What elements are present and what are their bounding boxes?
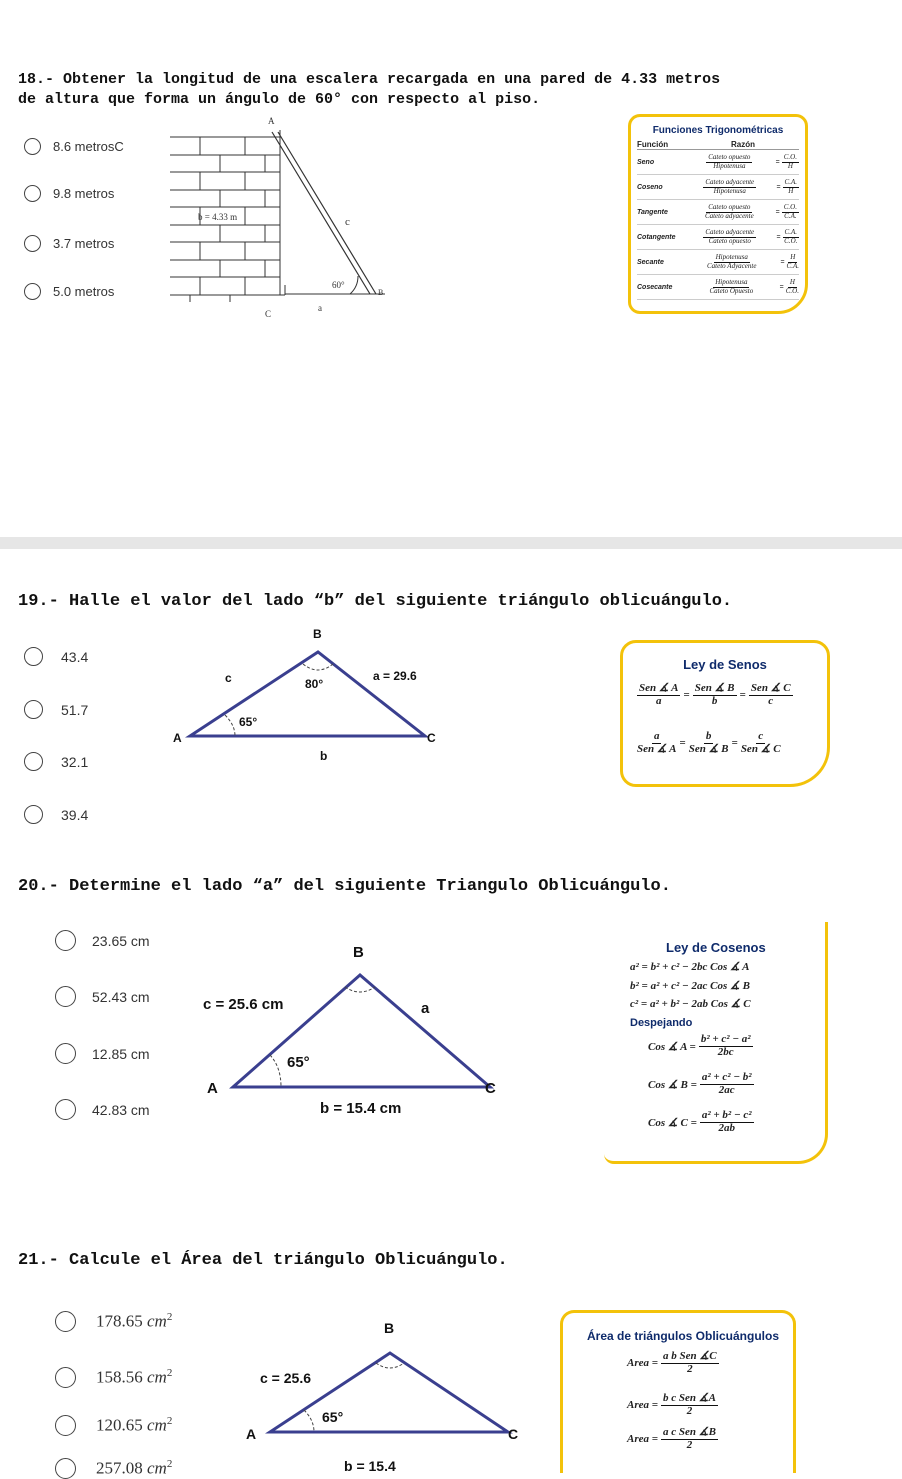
angle-b-arc [303,664,333,670]
trig-table-title: Funciones Trigonométricas [652,125,784,136]
trig-table-row: Cosecante $\frac{\text{Hipotenusa}}{\text{Cateto Opuesto}}$ = $\frac{H}{C.O.}$ [637,275,799,300]
side-a-label: a [421,1000,430,1017]
cos-c-formula: Cos ∡ C = $\frac{\text{a² + b² − c²}}{2ab}$ [648,1109,752,1134]
trig-function-name: Cosecante [637,283,673,291]
radio-button[interactable] [55,1311,76,1332]
side-c-label: c [345,216,350,228]
cosine-equation-2: b² = a² + c² − 2ac Cos ∡ B [630,980,750,992]
radio-button[interactable] [24,235,41,252]
q20-triangle-figure [195,935,525,1125]
area-box-title: Área de triángulos Oblicuángulos [586,1329,780,1343]
side-b-label: b [320,749,328,763]
vertex-b-label: B [378,288,384,297]
q21-option-3[interactable]: 120.65 $cm^2$ [55,1415,172,1436]
radio-button[interactable] [55,986,76,1007]
q20-option-4[interactable]: 42.83 cm [55,1099,150,1120]
vertex-c-label: C [265,309,272,319]
radio-button[interactable] [24,700,43,719]
q19-option-1[interactable]: 43.4 [24,647,88,666]
trig-function-name: Secante [637,258,664,266]
trig-table-row: Seno $\frac{\text{Cateto opuesto}}{\text{Hipotenusa}}$ = $\frac{C.O.}{H}$ [637,150,799,175]
angle-a-label: 65° [322,1409,344,1425]
q19-option-2[interactable]: 51.7 [24,700,88,719]
radio-button[interactable] [55,1458,76,1479]
ladder [272,132,376,294]
q21-title: 21.- Calcule el Área del triángulo Oblicuángulo. [18,1251,508,1270]
angle-a-arc [304,1410,314,1432]
triangle-shape [270,1353,508,1432]
radio-button[interactable] [55,1415,76,1436]
radio-button[interactable] [24,185,41,202]
trig-table-header: Función Razón [637,140,799,150]
trig-table-row: Coseno $\frac{\text{Cateto adyacente}}{\text{Hipotenusa}}$ = $\frac{C.A.}{H}$ [637,175,799,200]
angle-a-arc [225,715,235,736]
angle-arc [350,276,358,294]
q19-triangle-figure [165,620,455,770]
area-formula-box [560,1310,796,1473]
vertex-a-label: A [173,731,182,745]
vertex-b-label: B [313,627,322,641]
radio-button[interactable] [55,1367,76,1388]
law-of-sines-row-2: $\frac{a}{\text{Sen ∡ A}}$ = $\frac{b}{\text{Sen ∡ B}}$ = $\frac{c}{\text{Sen ∡ C}}$ [637,730,781,755]
law-of-sines-row-1: $\frac{\text{Sen ∡ A}}{a}$ = $\frac{\text{Sen ∡ B}}{b}$ = $\frac{\text{Sen ∡ C}}{c}$ [639,682,791,707]
radio-button[interactable] [24,283,41,300]
cos-b-formula: Cos ∡ B = $\frac{\text{a² + c² − b²}}{2ac}$ [648,1071,752,1096]
area-formula-3: Area = $\frac{\text{a c Sen ∡B}}{2}$ [627,1426,716,1451]
angle-label: 60° [332,280,345,290]
angle-a-label: 65° [239,715,258,729]
radio-button[interactable] [55,1043,76,1064]
radio-button[interactable] [24,647,43,666]
q20-option-2[interactable]: 52.43 cm [55,986,150,1007]
trig-function-name: Cotangente [637,233,676,241]
side-a-label: a [318,303,322,313]
trig-function-name: Seno [637,158,655,166]
angle-a-arc [270,1055,281,1087]
angle-b-label: 80° [305,677,324,691]
q18-option-1[interactable]: 8.6 metrosC [24,138,124,155]
q20-option-3[interactable]: 12.85 cm [55,1043,150,1064]
radio-button[interactable] [55,1099,76,1120]
q19-option-3[interactable]: 32.1 [24,752,88,771]
law-of-cosines-box [604,922,828,1164]
radio-button[interactable] [24,752,43,771]
vertex-c-label: C [485,1080,496,1097]
vertex-b-label: B [353,944,364,961]
cosine-equation-1: a² = b² + c² − 2bc Cos ∡ A [630,961,750,973]
angle-a-label: 65° [287,1054,310,1071]
q21-option-2[interactable]: 158.56 $cm^2$ [55,1367,172,1388]
side-a-label: a = 29.6 [373,669,417,683]
cosine-equation-3: c² = a² + b² − 2ab Cos ∡ C [630,998,751,1010]
radio-button[interactable] [55,930,76,951]
q18-title-line1: 18.- Obtener la longitud de una escalera recargada en una pared de 4.33 metros [18,71,721,88]
trig-table-row: Secante $\frac{\text{Hipotenusa}}{\text{Cateto Adyacente}}$ = $\frac{H}{C.A.}$ [637,250,799,275]
ladder-figure [160,110,410,320]
angle-b-arc [376,1363,404,1368]
trig-function-name: Coseno [637,183,663,191]
triangle-shape [190,652,425,736]
q21-option-1[interactable]: 178.65 $cm^2$ [55,1311,172,1332]
section-divider [0,537,902,549]
q19-option-4[interactable]: 39.4 [24,805,88,824]
side-b-label: b = 4.33 m [198,212,238,222]
side-c-label: c = 25.6 cm [203,996,284,1013]
despejando-label: Despejando [630,1017,693,1029]
area-formula-1: Area = $\frac{\text{a b Sen ∡C}}{2}$ [627,1350,717,1375]
vertex-a-label: A [268,116,275,126]
trig-table-row: Tangente $\frac{\text{Cateto opuesto}}{\text{Cateto adyacente}}$ = $\frac{C.O.}{C.A.}$ [637,200,799,225]
vertex-b-label: B [384,1320,395,1336]
trig-functions-box [628,114,808,314]
q18-title [18,70,720,110]
angle-b-arc [345,987,375,992]
q18-title-line2: de altura que forma un ángulo de 60° con respecto al piso. [18,91,541,108]
radio-button[interactable] [24,138,41,155]
q20-option-1[interactable]: 23.65 cm [55,930,150,951]
law-of-cosines-title: Ley de Cosenos [666,940,766,955]
cos-a-formula: Cos ∡ A = $\frac{\text{b² + c² − a²}}{2bc}$ [648,1033,751,1058]
vertex-a-label: A [207,1080,218,1097]
trig-function-name: Tangente [637,208,668,216]
q19-title: 19.- Halle el valor del lado “b” del siguiente triángulo oblicuángulo. [18,592,733,611]
trig-table-row: Cotangente $\frac{\text{Cateto adyacente}}{\text{Cateto opuesto}}$ = $\frac{C.A.}{C.O.}$ [637,225,799,250]
q18-option-4[interactable]: 5.0 metros [24,283,114,300]
side-b-label: b = 15.4 cm [320,1100,402,1117]
law-of-sines-box [620,640,830,787]
q18-option-2[interactable]: 9.8 metros [24,185,114,202]
area-formula-2: Area = $\frac{\text{b c Sen ∡A}}{2}$ [627,1392,716,1417]
vertex-a-label: A [246,1426,257,1442]
radio-button[interactable] [24,805,43,824]
vertex-c-label: C [508,1426,519,1442]
q20-title: 20.- Determine el lado “a” del siguiente Triangulo Oblicuángulo. [18,877,671,896]
trig-table-rows [637,150,799,300]
side-b-label: b = 15.4 [344,1458,396,1473]
side-c-label: c = 25.6 [260,1370,311,1386]
q21-triangle-figure [240,1315,530,1473]
law-of-sines-title: Ley de Senos [683,657,767,672]
q18-option-3[interactable]: 3.7 metros [24,235,114,252]
q21-option-4[interactable]: 257.08 $cm^2$ [55,1458,172,1479]
side-c-label: c [225,671,232,685]
vertex-c-label: C [427,731,436,745]
